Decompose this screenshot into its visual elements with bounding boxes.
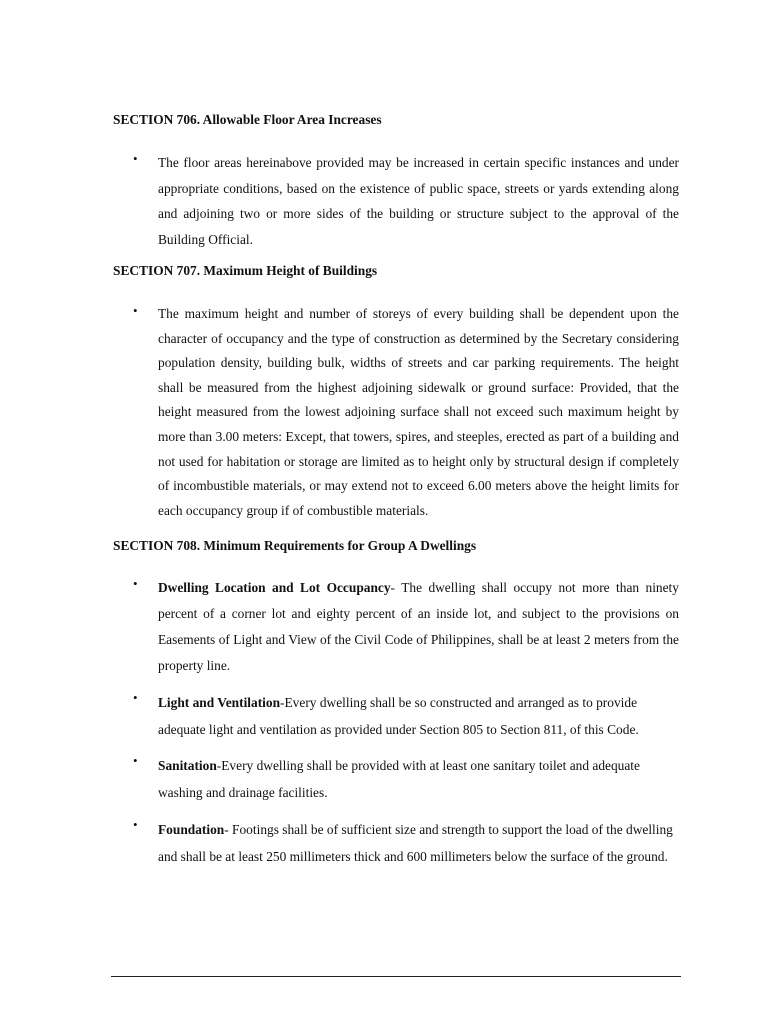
item-term: Dwelling Location and Lot Occupancy [158,580,391,595]
dwelling-location-item [158,575,679,679]
item-text: - The dwelling shall occupy not more than ninety percent of a corner lot and eighty percent of an inside lot, and subject to the provisions on Easements of Light and View of the Civil Code of Philippines, shall be at least 2 meters from the property line. [158,580,679,673]
sanitation-item [158,752,679,806]
item-text: The floor areas hereinabove provided may be increased in certain specific instances and under appropriate conditions, based on the existence of public space, streets or yards extending along and adjoining two or more sides of the building or structure subject to the approval of the Building Official. [158,155,679,247]
item-text: -Every dwelling shall be so constructed and arranged as to provide adequate light and ventilation as provided under Section 805 to Section 811, of this Code. [158,695,639,737]
section-707-heading: SECTION 707. Maximum Height of Buildings [113,263,378,278]
section-707-item [158,302,679,523]
section-706-item [158,150,679,252]
item-text: The maximum height and number of storeys of every building shall be dependent upon the character of occupancy and the type of construction as determined by the Secretary considering population density, building bulk, widths of streets and car parking requirements. The height shall be measured from the highest adjoining sidewalk or ground surface: Provided, that the height measured from the lowest adjoining surface shall not exceed such maximum height by more than 3.00 meters: Except, that towers, spires, and steeples, erected as part of a building and not used for habitation or storage are limited as to height only by structural design if completely of incombustible materials, or may extend not to exceed 6.00 meters above the height limits for each occupancy group if of combustible materials. [158,306,679,518]
footer-divider [111,976,681,977]
bullet-glyph: • [133,690,138,705]
bullet-glyph: • [133,817,138,832]
bullet-glyph: • [133,753,138,768]
item-term: Sanitation [158,758,217,773]
item-term: Light and Ventilation [158,695,281,710]
bullet-glyph: • [133,151,138,166]
section-708-heading: SECTION 708. Minimum Requirements for Group A Dwellings [113,538,477,553]
item-text: -Every dwelling shall be provided with at least one sanitary toilet and adequate washing and drainage facilities. [158,758,640,800]
light-ventilation-item [158,689,679,743]
item-term: Foundation [158,822,225,837]
bullet-glyph: • [133,576,138,591]
bullet-glyph: • [133,303,138,318]
foundation-item [158,816,679,870]
item-text: - Footings shall be of sufficient size and strength to support the load of the dwelling and shall be at least 250 millimeters thick and 600 millimeters below the surface of the ground. [158,822,673,864]
section-706-heading: SECTION 706. Allowable Floor Area Increases [113,112,382,127]
